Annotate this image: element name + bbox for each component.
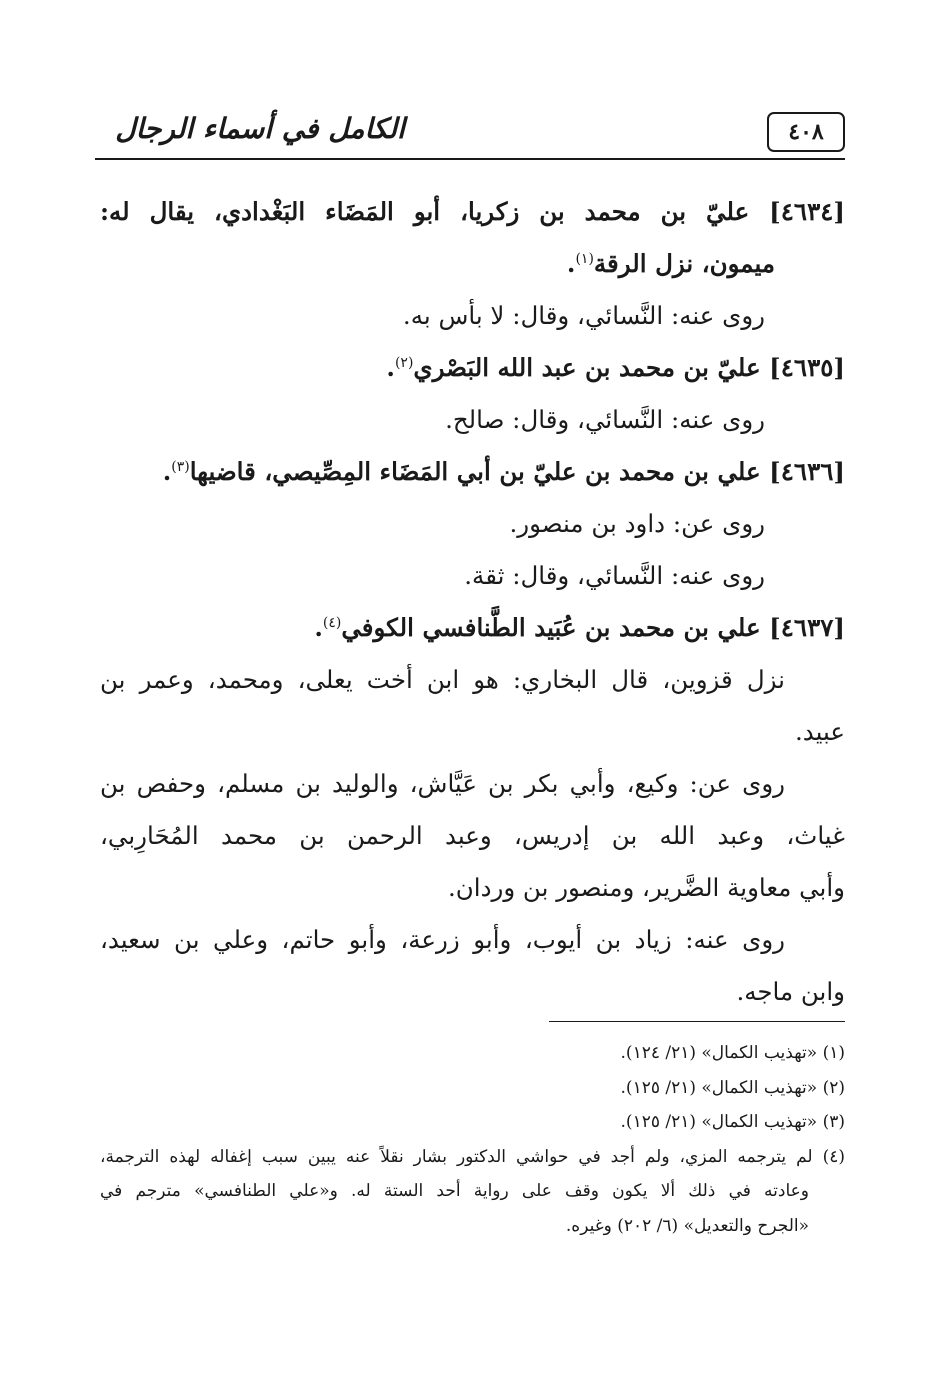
- page-header: [95, 100, 845, 160]
- entry-4637-paragraph-1: نزل قزوين، قال البخاري: هو ابن أخت يعلى، ومحمد، وعمر بن: [100, 665, 785, 694]
- entry-4636-heading: [100, 446, 845, 498]
- footnote-ref-3: (٣): [171, 458, 190, 475]
- entry-4637-period: .: [314, 613, 323, 642]
- entry-4637-paragraph-1-end: عبيد.: [794, 717, 845, 746]
- entry-4635-heading-text: [٤٦٣٥] عليّ بن محمد بن عبد الله البَصْري: [413, 353, 845, 382]
- footnote-1: (١) «تهذيب الكمال» (٢١/ ١٢٤).: [620, 1043, 845, 1063]
- footnote-ref-4: (٤): [322, 614, 342, 631]
- entry-4637-paragraph-2: روى عن: وكيع، وأبي بكر بن عَيَّاش، والوليد بن مسلم، وحفص بن: [100, 769, 785, 798]
- entry-4637-paragraph-2-cont: غياث، وعبد الله بن إدريس، وعبد الرحمن بن محمد المُحَارِبي،: [100, 821, 845, 850]
- footnote-2: (٢) «تهذيب الكمال» (٢١/ ١٢٥).: [620, 1077, 845, 1098]
- entry-4634-period: .: [566, 249, 576, 278]
- entry-4635-heading: [100, 342, 845, 394]
- footnote-3: (٣) «تهذيب الكمال» (٢١/ ١٢٥).: [620, 1112, 845, 1132]
- entry-4637-heading: [100, 602, 845, 654]
- header-rule: [95, 158, 845, 160]
- footnote-4-end: «الجرح والتعديل» (٦/ ٢٠٢) وغيره.: [565, 1215, 809, 1236]
- footnote-4-cont: وعادته في ذلك ألا يكون وقف على رواية أحد الستة له. و«علي الطنافسي» مترجم في: [100, 1181, 809, 1201]
- entry-4634-heading: [٤٦٣٤] عليّ بن محمد بن زكريا، أبو المَضَاء البَغْدادي، يقال له:: [100, 197, 845, 226]
- footnote-ref-1: (١): [575, 250, 594, 267]
- entry-4636-sources: روى عن: داود بن منصور.: [509, 509, 765, 538]
- entry-4635-period: .: [386, 353, 395, 382]
- entry-4634-narrators: روى عنه: النَّسائي، وقال: لا بأس به.: [402, 301, 765, 330]
- footnote-ref-2: (٢): [394, 354, 414, 371]
- entry-4637-paragraph-3: روى عنه: زياد بن أيوب، وأبو زرعة، وأبو حاتم، وعلي بن سعيد،: [100, 925, 785, 954]
- book-title: الكامل في أسماء الرجال: [115, 111, 405, 145]
- footnotes: [100, 1036, 845, 1243]
- entry-4636-narrators: روى عنه: النَّسائي، وقال: ثقة.: [464, 561, 765, 590]
- entry-4637-heading-text: [٤٦٣٧] علي بن محمد بن عُبَيد الطَّنافسي الكوفي: [341, 613, 845, 642]
- entry-4634-heading-text: ميمون، نزل الرقة: [593, 249, 775, 278]
- footnote-separator: [549, 1021, 845, 1022]
- entry-4636-heading-text: [٤٦٣٦] علي بن محمد بن عليّ بن أبي المَضَاء المِصِّيصي، قاضيها: [189, 457, 845, 486]
- page-number: ٤٠٨: [767, 112, 845, 152]
- entry-4636-period: .: [162, 457, 172, 486]
- entry-4637-paragraph-2-end: وأبي معاوية الضَّرير، ومنصور بن وردان.: [447, 873, 845, 902]
- entry-4635-narrators: روى عنه: النَّسائي، وقال: صالح.: [445, 405, 765, 434]
- entry-4634-heading-cont: [100, 238, 845, 290]
- footnote-4: (٤) لم يترجمه المزي، ولم أجد في حواشي الدكتور بشار نقلاً عنه يبين سبب إغفاله لهذه الترجمة،: [100, 1146, 845, 1167]
- entry-4637-paragraph-3-end: وابن ماجه.: [736, 977, 845, 1006]
- main-text: [100, 186, 845, 1018]
